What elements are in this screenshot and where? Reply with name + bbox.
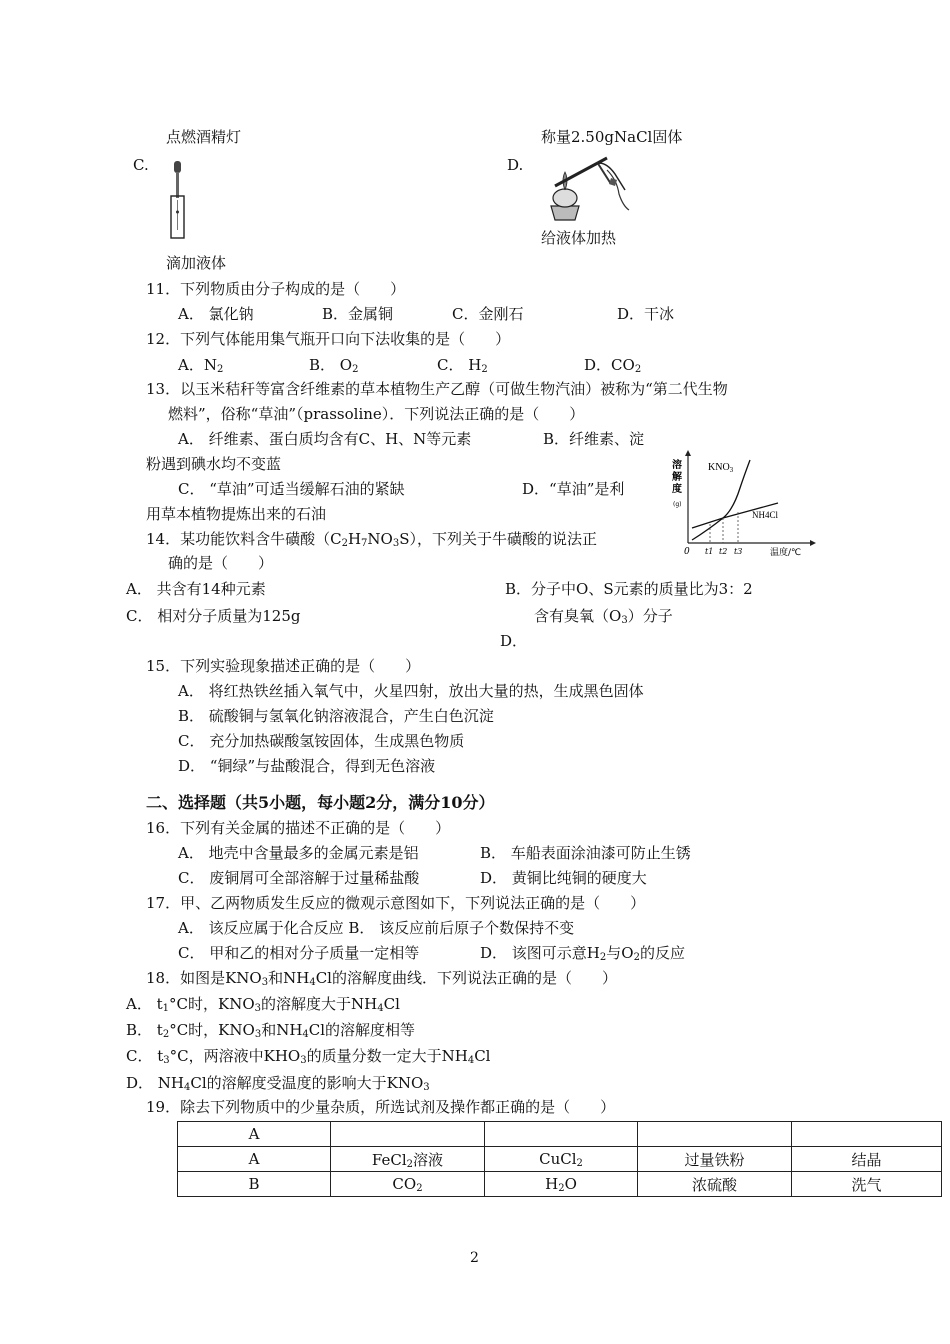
table-cell: 浓硫酸	[638, 1172, 792, 1197]
nh4cl-label: NH4Cl	[752, 510, 779, 520]
q15-option-d: D． “铜绿”与盐酸混合，得到无色溶液	[178, 757, 436, 775]
q11-option-a: A． 氯化钠	[178, 305, 254, 323]
x-axis-label: 温度/℃	[770, 548, 802, 558]
q16-option-a: A． 地壳中含量最多的金属元素是铝	[178, 844, 419, 862]
option-d-letter: D.	[507, 156, 524, 174]
q16-option-c: C． 废铜屑可全部溶解于过量稀盐酸	[178, 869, 420, 887]
q14-option-b: B．分子中O、S元素的质量比为3：2	[505, 580, 753, 598]
q19-stem: 19．除去下列物质中的少量杂质，所选试剂及操作都正确的是（ ）	[146, 1098, 616, 1116]
q18-option-c: C． $t_3^\circ C$，两溶液中$KHO_3$的质量分数一定大于$NH_4Cl$	[126, 1047, 491, 1066]
q15-stem: 15．下列实验现象描述正确的是（ ）	[146, 657, 421, 675]
section-2-heading: 二、选择题（共5小题，每小题2分，满分10分）	[146, 793, 495, 812]
solubility-curve-graph	[668, 448, 818, 558]
table-row	[178, 1147, 942, 1172]
dropper-illustration	[168, 160, 188, 242]
tick-t3: t3	[734, 547, 743, 556]
q12-option-a: A．$N_2$	[178, 356, 224, 375]
q12-option-b: B． $O_2$	[309, 356, 359, 375]
option-b-caption: 称量2.50gNaCl固体	[541, 128, 683, 146]
q13-option-b-part1: B．纤维素、淀	[543, 430, 645, 448]
tick-t2: t2	[719, 547, 728, 556]
option-d-caption: 给液体加热	[541, 229, 617, 247]
table-cell: 洗气	[792, 1172, 942, 1197]
q11-option-c: C．金刚石	[452, 305, 524, 323]
q14-option-d-letter: D．	[500, 632, 528, 650]
y-axis-label-2: 解	[672, 472, 682, 483]
q17-options-ab: A． 该反应属于化合反应 B． 该反应前后原子个数保持不变	[178, 919, 575, 937]
q15-option-a: A． 将红热铁丝插入氧气中，火星四射，放出大量的热，生成黑色固体	[178, 682, 644, 700]
page-number: 2	[470, 1250, 479, 1266]
heating-liquid-illustration	[545, 150, 635, 225]
origin-label: 0	[684, 547, 690, 557]
q14-stem-line1: 14．某功能饮料含牛磺酸$(C_2H_7NO_3S)$，下列关于牛磺酸的说法正	[146, 530, 598, 549]
q17-option-c: C． 甲和乙的相对分子质量一定相等	[178, 944, 420, 962]
table-cell	[792, 1122, 942, 1147]
q14-option-c: C． 相对分子质量为125g	[126, 607, 301, 625]
q16-stem: 16．下列有关金属的描述不正确的是（ ）	[146, 819, 451, 837]
q17-stem: 17．甲、乙两物质发生反应的微观示意图如下，下列说法正确的是（ ）	[146, 894, 646, 912]
y-axis-label-3: 度	[672, 484, 682, 495]
table-cell: 结晶	[792, 1147, 942, 1172]
q13-option-b-part2: 粉遇到碘水均不变蓝	[146, 455, 282, 473]
option-a-caption: 点燃酒精灯	[166, 128, 242, 146]
table-cell	[485, 1122, 638, 1147]
q13-stem-line2: 燃料”，俗称“草油”（prassoline）．下列说法正确的是（ ）	[168, 405, 585, 423]
x-axis-arrow	[810, 540, 816, 546]
tick-t1: t1	[705, 547, 714, 556]
q11-option-d: D．干冰	[617, 305, 675, 323]
table-row	[178, 1172, 942, 1197]
q16-option-d: D． 黄铜比纯铜的硬度大	[480, 869, 647, 887]
table-row	[178, 1122, 942, 1147]
y-axis-label-1: 溶	[672, 460, 682, 471]
table-cell	[638, 1122, 792, 1147]
q15-option-c: C． 充分加热碳酸氢铵固体，生成黑色物质	[178, 732, 465, 750]
q12-stem: 12．下列气体能用集气瓶开口向下法收集的是（ ）	[146, 330, 511, 348]
q14-option-a: A． 共含有14种元素	[126, 580, 266, 598]
table-cell: A	[178, 1122, 331, 1147]
q13-stem-line1: 13．以玉米秸秆等富含纤维素的草本植物生产乙醇（可做生物汽油）被称为“第二代生物	[146, 380, 728, 398]
option-c-caption: 滴加液体	[166, 254, 227, 272]
table-cell: A	[178, 1147, 331, 1172]
q18-option-b: B． $t_2^\circ C$时，$KNO_3$和$NH_4Cl$的溶解度相等	[126, 1021, 416, 1040]
table-cell: $CO_2$	[331, 1172, 485, 1197]
table-cell: 过量铁粉	[638, 1147, 792, 1172]
q13-option-d-part2: 用草本植物提炼出来的石油	[146, 505, 327, 523]
q19-options-table	[177, 1121, 942, 1197]
table-cell: CuCl$_2$	[485, 1147, 638, 1172]
q11-option-b: B．金属铜	[322, 305, 394, 323]
option-c-letter: C.	[133, 156, 149, 174]
q14-option-d-text: 含有臭氧$(O_3)$分子	[534, 607, 673, 626]
table-cell: FeCl$_2$溶液	[331, 1147, 485, 1172]
table-cell: B	[178, 1172, 331, 1197]
kno3-label: $KNO_3$	[708, 462, 734, 474]
q13-option-c: C． “草油”可适当缓解石油的紧缺	[178, 480, 405, 498]
q16-option-b: B． 车船表面涂油漆可防止生锈	[480, 844, 691, 862]
q11-stem: 11．下列物质由分子构成的是（ ）	[146, 280, 406, 298]
q13-option-a: A． 纤维素、蛋白质均含有C、H、N等元素	[178, 430, 472, 448]
q17-option-d: D． 该图可示意$H_2$与$O_2$的反应	[480, 944, 685, 963]
table-cell	[331, 1122, 485, 1147]
y-axis-unit: (g)	[673, 501, 682, 508]
q14-stem-line2: 确的是（ ）	[168, 554, 274, 572]
q12-option-d: D．$CO_2$	[584, 356, 642, 375]
q15-option-b: B． 硫酸铜与氢氧化钠溶液混合，产生白色沉淀	[178, 707, 494, 725]
q18-option-a: A． $t_1^\circ C$时，$KNO_3$的溶解度大于$NH_4Cl$	[126, 995, 400, 1014]
q13-option-d-part1: D．“草油”是利	[522, 480, 625, 498]
table-cell: $H_2O$	[485, 1172, 638, 1197]
q18-stem: 18．如图是$KNO_3$和$NH_4Cl$的溶解度曲线．下列说法正确的是（ ）	[146, 969, 617, 988]
q12-option-c: C． $H_2$	[437, 356, 488, 375]
q18-option-d: D． $NH_4Cl$的溶解度受温度的影响大于$KNO_3$	[126, 1074, 430, 1093]
y-axis-arrow	[685, 450, 691, 456]
